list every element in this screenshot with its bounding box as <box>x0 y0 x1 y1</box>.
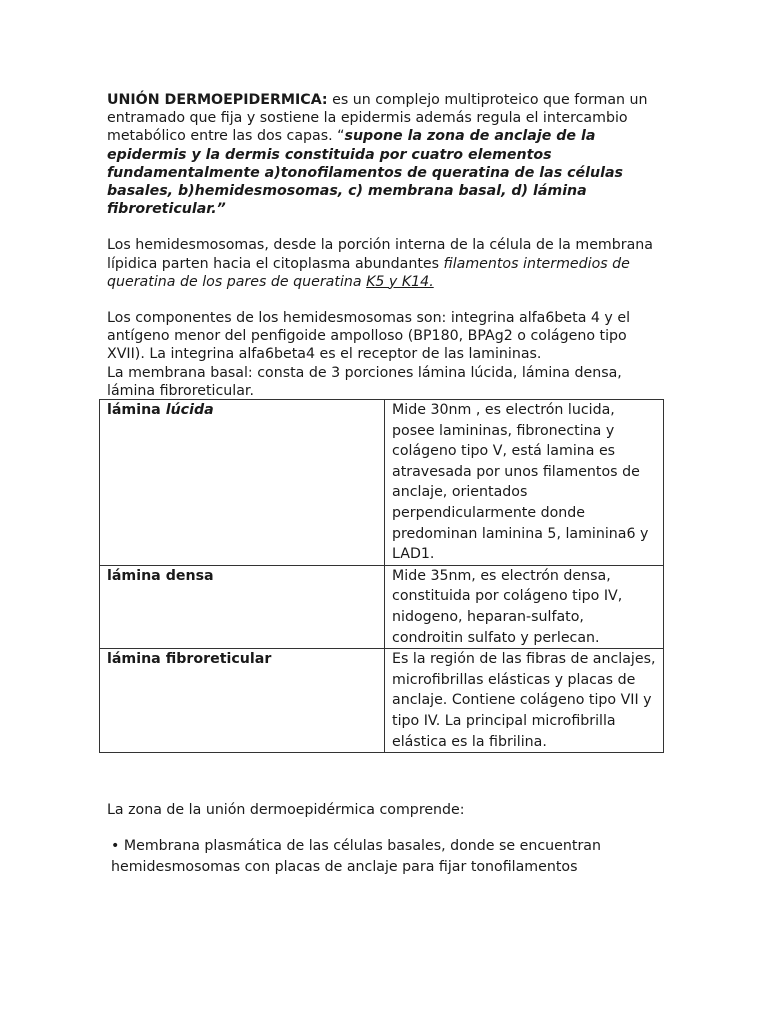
para2-text: Los hemidesmosomas, desde la porción interna de la célula de la membrana lípidica parten hacia el citoplasma abundantes <box>107 237 653 272</box>
keratin-pair-link: K5 y K14. <box>366 273 434 290</box>
lamina-name-cell: lámina densa <box>100 565 385 648</box>
basal-membrane-paragraph: La membrana basal: consta de 3 porciones lámina lúcida, lámina densa, lámina fibroreticular. <box>107 364 622 399</box>
lamina-desc-cell: Mide 30nm , es electrón lucida, posee lamininas, fibronectina y colágeno tipo V, está lamina es atravesada por unos filamentos de anclaje, orientados perpendicularmente donde predominan laminina 5, laminina6 y LAD1. <box>385 400 664 566</box>
intro-quote: supone la zona de anclaje de la epidermis y la dermis constituida por cuatro elementos fundamentalmente a)tonofilamentos de queratina de las células basales, b)hemidesmosomas, c) membrana basal, d) lámina fibroreticular.” <box>107 128 623 218</box>
table-row <box>100 565 664 648</box>
zone-bullet: • Membrana plasmática de las células basales, donde se encuentran hemidesmosomas con placas de anclaje para fijar tonofilamentos <box>111 838 601 875</box>
lamina-name-cell: lámina lúcida <box>100 400 385 566</box>
para2-italic: filamentos intermedios de queratina de los pares de queratina <box>107 255 630 290</box>
lamina-desc-cell: Mide 35nm, es electrón densa, constituida por colágeno tipo IV, nidogeno, heparan-sulfato, condroitin sulfato y perlecan. <box>385 565 664 648</box>
lamina-desc-cell: Es la región de las fibras de anclajes, microfibrillas elásticas y placas de anclaje. Contiene colágeno tipo VII y tipo IV. La principal microfibrilla elástica es la fibrilina. <box>385 649 664 753</box>
document-body <box>107 91 667 400</box>
hemidesmosome-paragraph <box>107 236 667 291</box>
lamina-table <box>99 399 664 753</box>
table-row <box>100 649 664 753</box>
zone-heading: La zona de la unión dermoepidérmica comprende: <box>107 802 465 818</box>
components-paragraph: Los componentes de los hemidesmosomas son: integrina alfa6beta 4 y el antígeno menor del penfigoide ampolloso (BP180, BPAg2 o colágeno tipo XVII). La integrina alfa6beta4 es el receptor de las lamininas. <box>107 310 631 363</box>
section-title: UNIÓN DERMOEPIDERMICA: <box>107 92 328 108</box>
table-row <box>100 400 664 566</box>
intro-paragraph <box>107 91 667 218</box>
intro-text: es un complejo multiproteico que forman un entramado que fija y sostiene la epidermis además regula el intercambio metabólico entre las dos capas. “ <box>107 92 648 145</box>
lamina-name-cell: lámina fibroreticular <box>100 649 385 753</box>
